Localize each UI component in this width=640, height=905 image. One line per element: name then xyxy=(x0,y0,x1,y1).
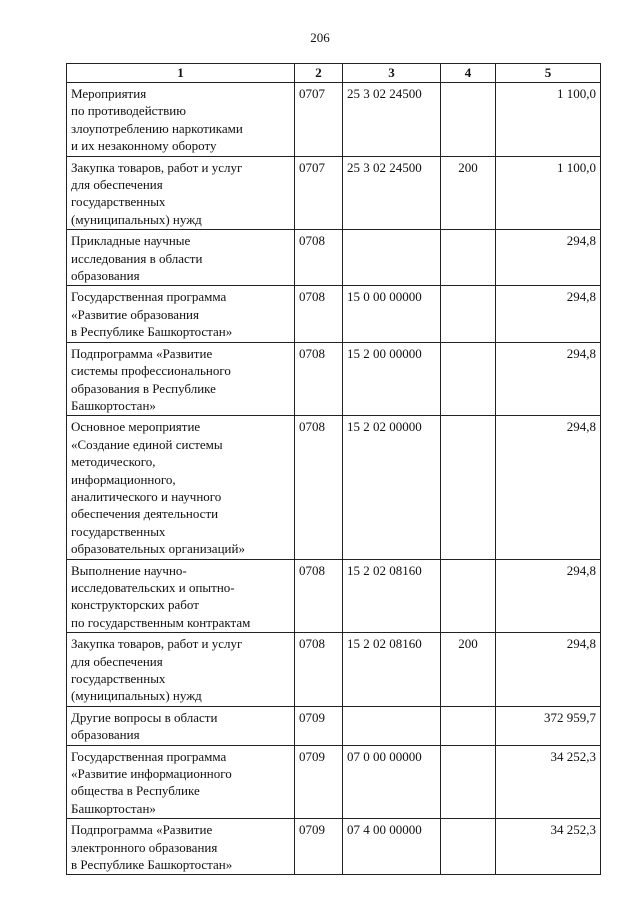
row-article: 25 3 02 24500 xyxy=(343,83,441,157)
row-amount: 294,8 xyxy=(496,286,601,342)
row-section: 0708 xyxy=(295,342,343,416)
row-article: 25 3 02 24500 xyxy=(343,156,441,230)
row-amount: 294,8 xyxy=(496,230,601,286)
row-name: Мероприятия по противодействию злоупотреблению наркотиками и их незаконному обороту xyxy=(67,83,295,157)
row-expense-type xyxy=(441,286,496,342)
column-header-expense-type: 4 xyxy=(441,64,496,83)
row-name: Основное мероприятие «Создание единой системы методического, информационного, аналитического и научного обеспечения деятельности государственных образовательных организаций» xyxy=(67,416,295,559)
row-section: 0709 xyxy=(295,819,343,875)
budget-table xyxy=(66,63,601,875)
column-header-article: 3 xyxy=(343,64,441,83)
row-expense-type xyxy=(441,342,496,416)
table-row xyxy=(67,745,601,819)
row-amount: 294,8 xyxy=(496,559,601,633)
table-row xyxy=(67,706,601,745)
row-name: Государственная программа «Развитие информационного общества в Республике Башкортостан» xyxy=(67,745,295,819)
row-name: Прикладные научные исследования в области образования xyxy=(67,230,295,286)
table-row xyxy=(67,342,601,416)
table-row xyxy=(67,416,601,559)
row-section: 0708 xyxy=(295,230,343,286)
row-expense-type xyxy=(441,416,496,559)
row-section: 0709 xyxy=(295,745,343,819)
row-article: 15 2 02 00000 xyxy=(343,416,441,559)
row-article: 15 0 00 00000 xyxy=(343,286,441,342)
row-article: 15 2 00 00000 xyxy=(343,342,441,416)
row-expense-type xyxy=(441,83,496,157)
row-article xyxy=(343,230,441,286)
table-row xyxy=(67,156,601,230)
row-section: 0707 xyxy=(295,156,343,230)
row-section: 0708 xyxy=(295,416,343,559)
row-expense-type: 200 xyxy=(441,156,496,230)
row-article xyxy=(343,706,441,745)
row-amount: 34 252,3 xyxy=(496,745,601,819)
row-name: Подпрограмма «Развитие электронного образования в Республике Башкортостан» xyxy=(67,819,295,875)
row-name: Выполнение научно- исследовательских и опытно- конструкторских работ по государственным контрактам xyxy=(67,559,295,633)
row-name: Закупка товаров, работ и услуг для обеспечения государственных (муниципальных) нужд xyxy=(67,156,295,230)
row-section: 0708 xyxy=(295,633,343,707)
row-section: 0708 xyxy=(295,559,343,633)
row-amount: 372 959,7 xyxy=(496,706,601,745)
row-amount: 294,8 xyxy=(496,633,601,707)
row-expense-type xyxy=(441,230,496,286)
row-article: 15 2 02 08160 xyxy=(343,633,441,707)
row-section: 0709 xyxy=(295,706,343,745)
row-name: Другие вопросы в области образования xyxy=(67,706,295,745)
row-article: 07 4 00 00000 xyxy=(343,819,441,875)
column-header-amount: 5 xyxy=(496,64,601,83)
row-amount: 1 100,0 xyxy=(496,83,601,157)
row-expense-type: 200 xyxy=(441,633,496,707)
row-amount: 34 252,3 xyxy=(496,819,601,875)
row-expense-type xyxy=(441,706,496,745)
table-row xyxy=(67,230,601,286)
column-header-section: 2 xyxy=(295,64,343,83)
table-row xyxy=(67,633,601,707)
row-amount: 1 100,0 xyxy=(496,156,601,230)
row-article: 15 2 02 08160 xyxy=(343,559,441,633)
page-number: 206 xyxy=(310,30,330,45)
table-row xyxy=(67,819,601,875)
row-amount: 294,8 xyxy=(496,342,601,416)
row-section: 0707 xyxy=(295,83,343,157)
row-section: 0708 xyxy=(295,286,343,342)
row-expense-type xyxy=(441,819,496,875)
row-article: 07 0 00 00000 xyxy=(343,745,441,819)
row-amount: 294,8 xyxy=(496,416,601,559)
row-expense-type xyxy=(441,559,496,633)
table-row xyxy=(67,559,601,633)
row-expense-type xyxy=(441,745,496,819)
row-name: Государственная программа «Развитие образования в Республике Башкортостан» xyxy=(67,286,295,342)
table-header-row xyxy=(67,64,601,83)
table-row xyxy=(67,83,601,157)
row-name: Закупка товаров, работ и услуг для обеспечения государственных (муниципальных) нужд xyxy=(67,633,295,707)
column-header-name: 1 xyxy=(67,64,295,83)
row-name: Подпрограмма «Развитие системы профессионального образования в Республике Башкортостан» xyxy=(67,342,295,416)
table-row xyxy=(67,286,601,342)
